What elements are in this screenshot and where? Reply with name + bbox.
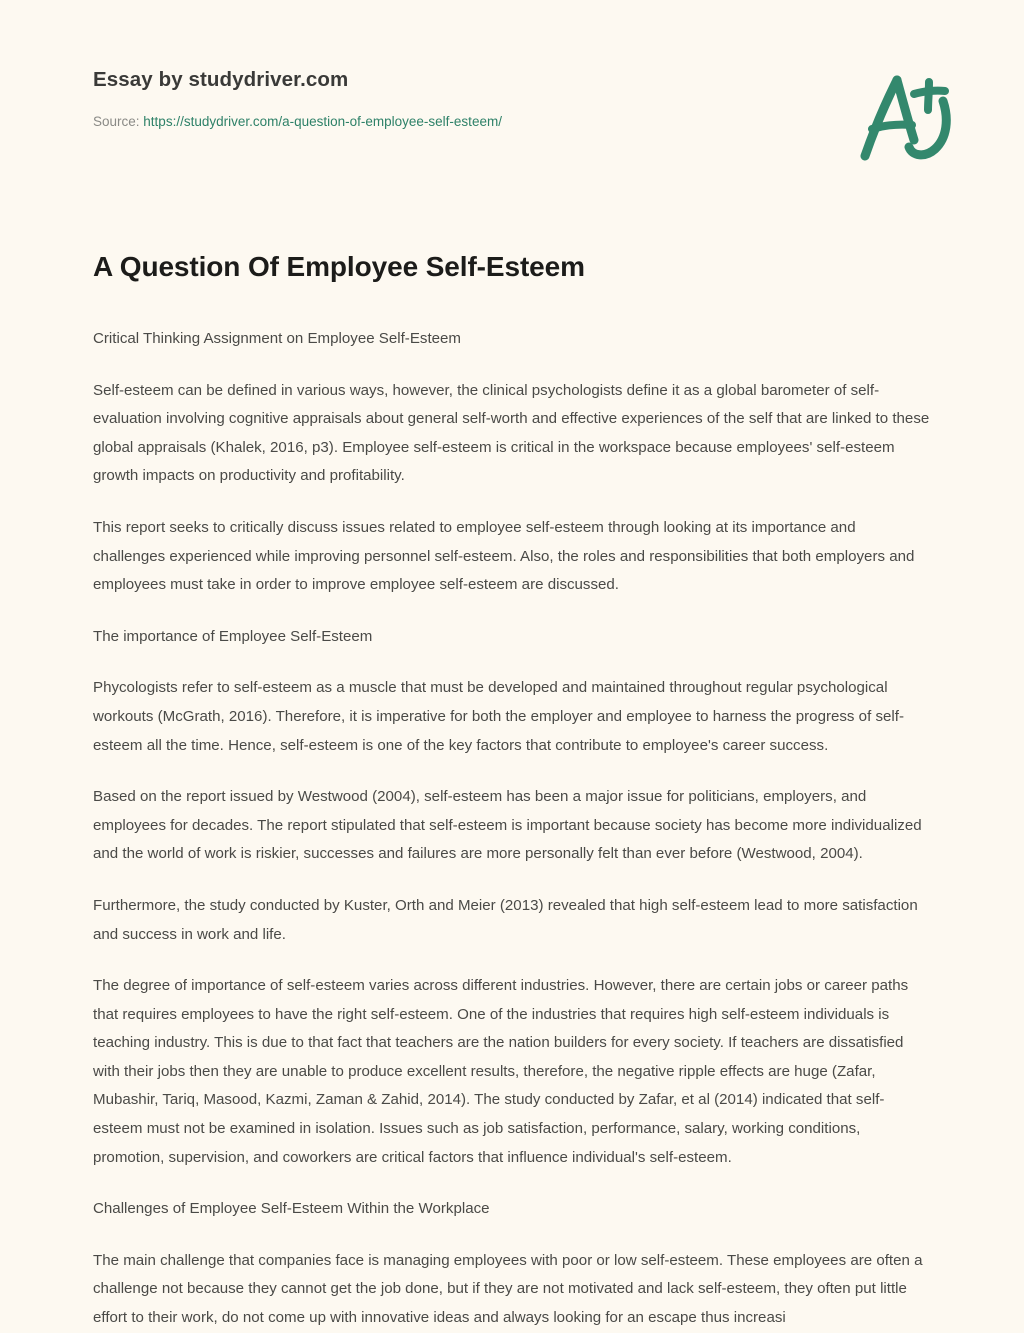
- source-line: [93, 113, 960, 131]
- section-heading-challenges: Challenges of Employee Self-Esteem Within the Workplace: [93, 1200, 490, 1218]
- studydriver-logo[interactable]: [852, 68, 962, 164]
- paragraph-main-challenge: The main challenge that companies face is managing employees with poor or low self-esteem. These employees are often a challenge not because they cannot get the job done, but if they are not motivated and lack self-esteem, they often put little effort to their work, do not come up with innovative ideas and always looking for an escape thus increasi: [93, 1251, 923, 1327]
- page-header: [0, 0, 1024, 140]
- source-label: Source:: [93, 113, 140, 129]
- paragraph-westwood: Based on the report issued by Westwood (2004), self-esteem has been a major issue for politicians, employers, and employees for decades. The report stipulated that self-esteem is important because society has become more individualized and the world of work is riskier, successes and failures are more personally felt than ever before (Westwood, 2004).: [93, 788, 922, 863]
- paragraph-industries: The degree of importance of self-esteem varies across different industries. However, there are certain jobs or career paths that requires employees to have the right self-esteem. One of the industries that requires high self-esteem individuals is teaching industry. This is due to that fact that teachers are the nation builders for every society. If teachers are dissatisfied with their jobs then they are unable to produce excellent results, therefore, the negative ripple effects are huge (Zafar, Mubashir, Tariq, Masood, Kazmi, Zaman & Zahid, 2014). The study conducted by Zafar, et al (2014) indicated that self-esteem must not be examined in isolation. Issues such as job satisfaction, performance, salary, working conditions, promotion, supervision, and coworkers are critical factors that influence individual's self-esteem.: [93, 977, 909, 1166]
- paragraph-subtitle: Critical Thinking Assignment on Employee Self-Esteem: [93, 330, 462, 347]
- brand-title: Essay by studydriver.com: [93, 68, 349, 91]
- source-url-link[interactable]: https://studydriver.com/a-question-of-employee-self-esteem/: [143, 113, 502, 129]
- paragraph-report-scope: This report seeks to critically discuss issues related to employee self-esteem through looking at its importance and challenges experienced while improving personnel self-esteem. Also, the roles and responsibilities that both employers and employees must take in order to improve employee self-esteem are discussed.: [93, 518, 915, 594]
- essay-body: [93, 325, 930, 1333]
- paragraph-kuster: Furthermore, the study conducted by Kuster, Orth and Meier (2013) revealed that high self-esteem lead to more satisfaction and success in work and life.: [93, 896, 918, 943]
- page-title: A Question Of Employee Self-Esteem: [93, 251, 585, 282]
- a-plus-logo-icon: [852, 68, 962, 164]
- paragraph-phycologists: Phycologists refer to self-esteem as a muscle that must be developed and maintained throughout regular psychological workouts (McGrath, 2016). Therefore, it is imperative for both the employer and employee to harness the progress of self-esteem all the time. Hence, self-esteem is one of the key factors that contribute to employee's career success.: [93, 679, 904, 754]
- paragraph-intro-definition: Self-esteem can be defined in various ways, however, the clinical psychologists define it as a global barometer of self-evaluation involving cognitive appraisals about general self-worth and effective experiences of the self that are linked to these global appraisals (Khalek, 2016, p3). Employee self-esteem is critical in the workspace because employees' self-esteem growth impacts on productivity and profitability.: [93, 381, 930, 485]
- section-heading-importance: The importance of Employee Self-Esteem: [93, 627, 373, 645]
- essay-content: [0, 249, 1024, 1333]
